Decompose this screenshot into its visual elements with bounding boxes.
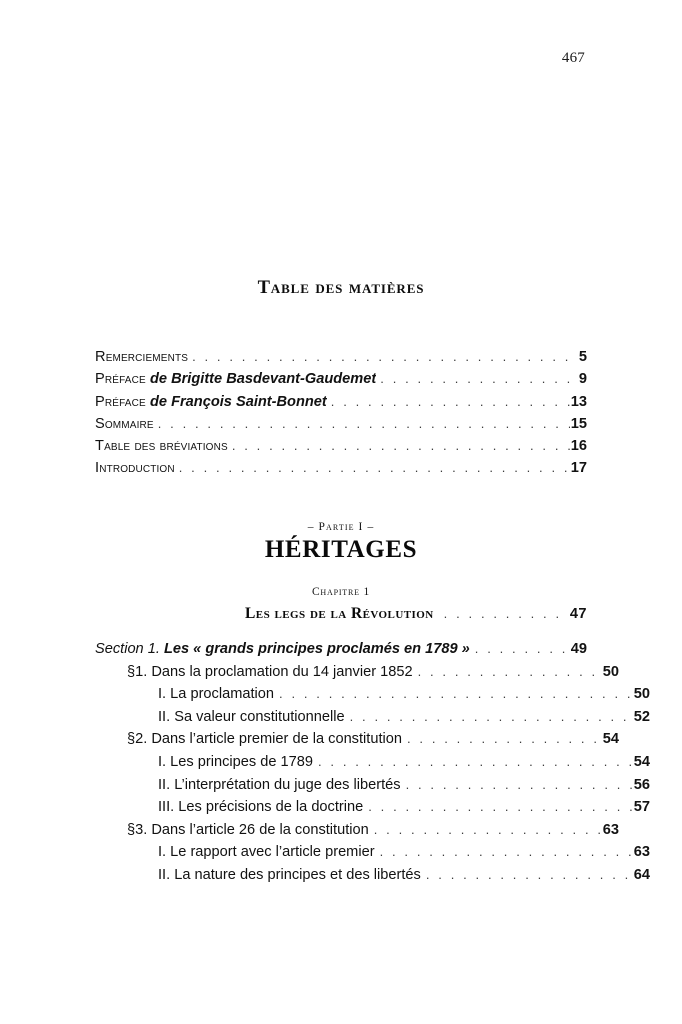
toc-entry-label: I. Le rapport avec l’article premier bbox=[158, 844, 375, 861]
toc-entry-author: de Brigitte Basdevant-Gaudemet bbox=[150, 371, 377, 388]
toc-row[interactable] bbox=[245, 604, 587, 624]
toc-row[interactable] bbox=[95, 751, 650, 774]
toc-row[interactable] bbox=[95, 638, 587, 661]
toc-row[interactable] bbox=[95, 796, 650, 819]
toc-entry-label: Remerciements bbox=[95, 349, 189, 365]
chapter-page-number: 47 bbox=[569, 606, 587, 622]
chapter-entry bbox=[245, 604, 587, 624]
toc-page-number: 50 bbox=[602, 663, 619, 680]
toc-row[interactable] bbox=[95, 457, 587, 479]
toc-page-number: 52 bbox=[633, 708, 650, 725]
dot-leader bbox=[179, 457, 570, 479]
dot-leader bbox=[426, 864, 633, 886]
toc-page-number: 49 bbox=[570, 641, 587, 657]
toc-page-number: 63 bbox=[602, 821, 619, 838]
dot-leader bbox=[331, 391, 570, 413]
toc-row[interactable] bbox=[95, 819, 619, 842]
dot-leader bbox=[192, 346, 578, 368]
dot-leader bbox=[232, 435, 570, 457]
toc-entry-label: I. La proclamation bbox=[158, 686, 275, 703]
toc-page-number: 54 bbox=[602, 731, 619, 748]
toc-entry-label: §1. Dans la proclamation du 14 janvier 1852 bbox=[127, 663, 413, 680]
frontmatter-list bbox=[95, 346, 587, 480]
toc-entry-author: de François Saint-Bonnet bbox=[150, 393, 327, 410]
dot-leader bbox=[406, 774, 633, 796]
toc-entry-label bbox=[95, 639, 470, 661]
chapter-kicker: Chapitre 1 bbox=[311, 586, 371, 598]
toc-page-number: 13 bbox=[570, 393, 587, 410]
dot-leader bbox=[418, 661, 602, 683]
dot-leader bbox=[407, 728, 602, 750]
dot-leader bbox=[318, 751, 633, 773]
dot-leader bbox=[279, 683, 633, 705]
toc-row[interactable] bbox=[95, 368, 587, 390]
toc-entry-label: Table des bréviations bbox=[95, 438, 228, 455]
toc-row[interactable] bbox=[95, 435, 587, 457]
page-title: Table des matières bbox=[257, 278, 425, 298]
section-list bbox=[95, 638, 650, 887]
dot-leader bbox=[444, 604, 569, 624]
toc-page-number: 15 bbox=[570, 415, 587, 432]
toc-row[interactable] bbox=[95, 661, 619, 684]
toc-row[interactable] bbox=[95, 728, 619, 751]
toc-entry-label: Sommaire bbox=[95, 415, 154, 432]
toc-row[interactable] bbox=[95, 774, 650, 797]
dot-leader bbox=[475, 638, 570, 660]
toc-entry-label: I. Les principes de 1789 bbox=[158, 753, 313, 770]
chapter-title: Les legs de la Révolution bbox=[245, 605, 434, 622]
toc-entry-label: Introduction bbox=[95, 460, 175, 477]
toc-entry-label: II. La nature des principes et des libertés bbox=[158, 866, 421, 883]
toc-page-number: 54 bbox=[633, 753, 650, 770]
toc-entry-label: Préface de Brigitte Basdevant-Gaudemet bbox=[95, 371, 377, 388]
toc-row[interactable] bbox=[95, 346, 587, 368]
toc-entry-label: II. Sa valeur constitutionnelle bbox=[158, 708, 345, 725]
toc-page-number: 17 bbox=[570, 460, 587, 477]
toc-row[interactable] bbox=[95, 391, 587, 413]
toc-page-number: 5 bbox=[578, 349, 587, 365]
toc-entry-title: Les « grands principes proclamés en 1789 » bbox=[163, 641, 470, 657]
toc-page-number: 56 bbox=[633, 776, 650, 793]
dot-leader bbox=[158, 413, 570, 435]
toc-page-number: 50 bbox=[633, 686, 650, 703]
dot-leader bbox=[380, 841, 633, 863]
toc-entry-label: §3. Dans l’article 26 de la constitution bbox=[127, 821, 369, 838]
toc-row[interactable] bbox=[95, 706, 650, 729]
toc-entry-label: §2. Dans l’article premier de la constitution bbox=[127, 731, 402, 748]
part-title: HÉRITAGES bbox=[264, 536, 418, 563]
toc-page-number: 57 bbox=[633, 799, 650, 816]
dot-leader bbox=[380, 368, 578, 390]
toc-row[interactable] bbox=[95, 413, 587, 435]
toc-page-number: 63 bbox=[633, 844, 650, 861]
dot-leader bbox=[374, 819, 602, 841]
toc-entry-label: II. L’interprétation du juge des libertés bbox=[158, 776, 401, 793]
dot-leader bbox=[368, 796, 633, 818]
toc-row[interactable] bbox=[95, 683, 650, 706]
page-number: 467 bbox=[561, 50, 585, 66]
toc-entry-label: Préface de François Saint-Bonnet bbox=[95, 393, 327, 410]
toc-entry-label: III. Les précisions de la doctrine bbox=[158, 799, 364, 816]
part-kicker: – Partie I – bbox=[307, 521, 375, 533]
dot-leader bbox=[350, 706, 633, 728]
toc-entry-prefix: Section 1. bbox=[95, 641, 164, 657]
toc-page-number: 64 bbox=[633, 866, 650, 883]
toc-page-number: 16 bbox=[570, 438, 587, 455]
toc-row[interactable] bbox=[95, 841, 650, 864]
toc-row[interactable] bbox=[95, 864, 650, 887]
toc-page-number: 9 bbox=[578, 371, 587, 388]
